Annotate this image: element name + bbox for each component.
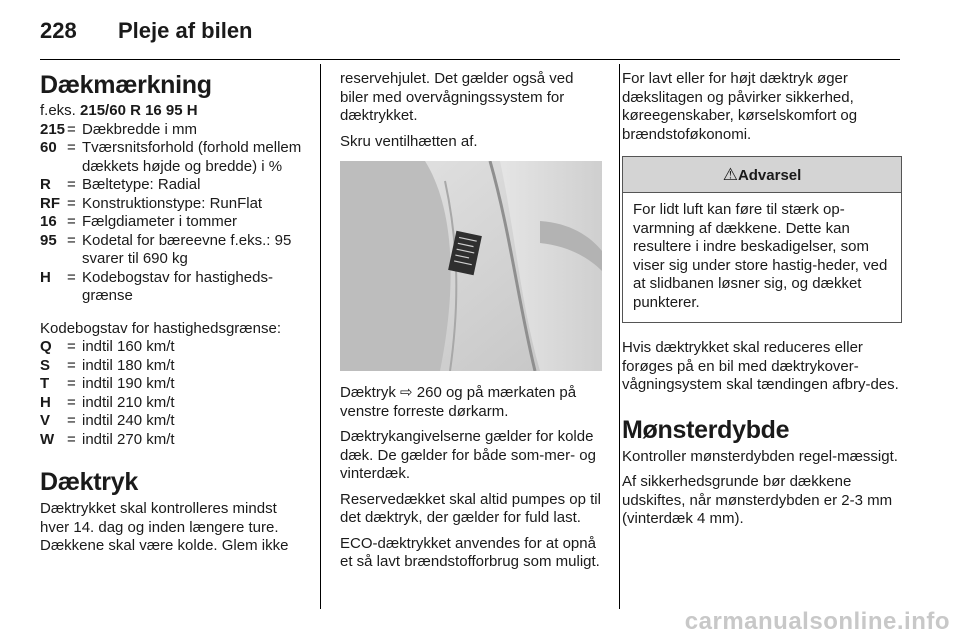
speed-def-code: Q [40,338,52,355]
tread-check-text: Kontroller mønsterdybden regel-mæssigt. [622,447,898,465]
column-divider-1 [320,64,321,609]
speed-def-equals: = [67,338,76,355]
speed-def-equals: = [67,375,76,392]
speed-intro: Kodebogstav for hastighedsgrænse: [40,319,281,337]
tire-pressure-ref-text [340,384,605,421]
speed-def-equals: = [67,430,76,448]
tire-def-equals: = [67,213,76,230]
speed-def-equals: = [67,412,76,429]
tread-replace-text: Af sikkerhedsgrunde bør dækkene udskiftes, når mønsterdybden er 2-3 mm (vinterdæk 4 mm). [622,473,893,527]
valve-cap-text: Skru ventilhætten af. [340,132,478,150]
speed-def-code: H [40,393,51,411]
ref-suffix: 260 og på mærkaten på venstre forreste dørkarm. [340,384,577,420]
tire-def-equals: = [67,268,76,286]
tire-def-code: 16 [40,213,57,230]
speed-def-code: W [40,430,55,448]
warning-title: Advarsel [737,167,802,184]
tire-def-equals: = [67,194,76,212]
tire-marking-example [40,102,306,121]
speed-def-equals: = [67,356,76,374]
tire-marking-heading: Dækmærkning [40,71,212,99]
tire-def-description: Kodebogstav for hastigheds-grænse [82,268,273,304]
page-header [40,18,253,44]
speed-def-description: indtil 240 km/t [82,412,175,429]
column-1 [40,70,306,556]
speed-def-description: indtil 180 km/t [82,356,175,374]
column-3 [622,70,902,529]
speed-def-description: indtil 270 km/t [82,430,175,448]
spare-pressure-text: Reservedækket skal altid pumpes op til det dæktryk, der gælder for fuld last. [340,490,601,526]
spare-wheel-text: reservehjulet. Det gælder også ved biler med overvågningssystem for dæktrykket. [340,70,574,124]
chapter-title: Pleje af bilen [118,18,253,43]
tire-def-description: Dækbredde i mm [82,120,198,138]
tire-pressure-body: Dæktrykket skal kontrolleres mindst hver 14. dag og inden længere ture. Dækkene skal være kolde. Glem ikke [40,500,289,554]
warning-box [622,156,902,323]
tire-def-code: 95 [40,231,57,249]
pressure-effects-text: For lavt eller for højt dæktryk øger dækslitagen og påvirker sikkerhed, køreegenskaber, kørselskomfort og brændstoføkonomi. [622,70,858,143]
tire-code-definitions [40,121,306,306]
tire-def-code: 215 [40,120,66,138]
cold-tires-text: Dæktrykangivelserne gælder for kolde dæk. De gælder for både som-mer- og vinterdæk. [340,428,596,482]
eco-pressure-text: ECO-dæktrykket anvendes for at opnå et så lavt brændstofforbrug som muligt. [340,534,600,570]
speed-def-description: indtil 210 km/t [82,393,175,411]
page-number: 228 [40,18,77,43]
speed-def-code: T [40,375,50,392]
warning-body: For lidt luft kan føre til stærk op-varmning af dækkene. Dette kan resultere i indre beskadigelser, som viser sig under store hastig-heder, ved at slidbanen løsner sig, og dækket punkterer. [633,201,888,311]
warning-icon: ⚠ [722,165,738,184]
header-rule [40,59,900,60]
tire-def-description: Bæltetype: Radial [82,176,201,193]
speed-def-code: V [40,412,51,429]
example-code: 215/60 R 16 95 H [80,102,198,119]
speed-def-description: indtil 160 km/t [82,338,175,355]
tire-pressure-heading: Dæktryk [40,468,138,496]
warning-header [623,157,901,193]
example-prefix: f.eks. [40,102,76,119]
ref-prefix: Dæktryk [340,384,396,401]
speed-def-code: S [40,356,51,374]
tire-def-description: Kodetal for bæreevne f.eks.: 95 svarer til 690 kg [82,231,292,267]
tire-def-equals: = [67,231,76,249]
tire-def-description: Konstruktionstype: RunFlat [82,194,263,212]
door-pillar-illustration [340,161,602,371]
tire-def-equals: = [67,120,76,138]
speed-def-equals: = [67,393,76,411]
tire-def-code: RF [40,194,60,212]
column-2 [340,70,605,572]
page-ref-icon[interactable]: ⇨ [400,384,413,401]
speed-code-definitions [40,338,306,449]
speed-def-description: indtil 190 km/t [82,375,175,392]
tire-def-code: R [40,176,51,193]
tpms-text: Hvis dæktrykket skal reduceres eller forøges på en bil med dæktrykover-vågningsystem skal tændingen afbry-des. [622,339,899,393]
tire-def-description: Tværsnitsforhold (forhold mellem dækkets højde og bredde) i % [82,139,302,175]
tread-depth-heading: Mønsterdybde [622,415,790,444]
tire-def-code: 60 [40,139,57,156]
tire-def-code: H [40,268,51,286]
tire-def-equals: = [67,176,76,193]
column-divider-2 [619,64,620,609]
tire-def-equals: = [67,139,76,156]
door-pillar-label-photo [340,161,602,371]
watermark: carmanualsonline.info [684,608,950,635]
tire-def-description: Fælgdiameter i tommer [82,213,238,230]
